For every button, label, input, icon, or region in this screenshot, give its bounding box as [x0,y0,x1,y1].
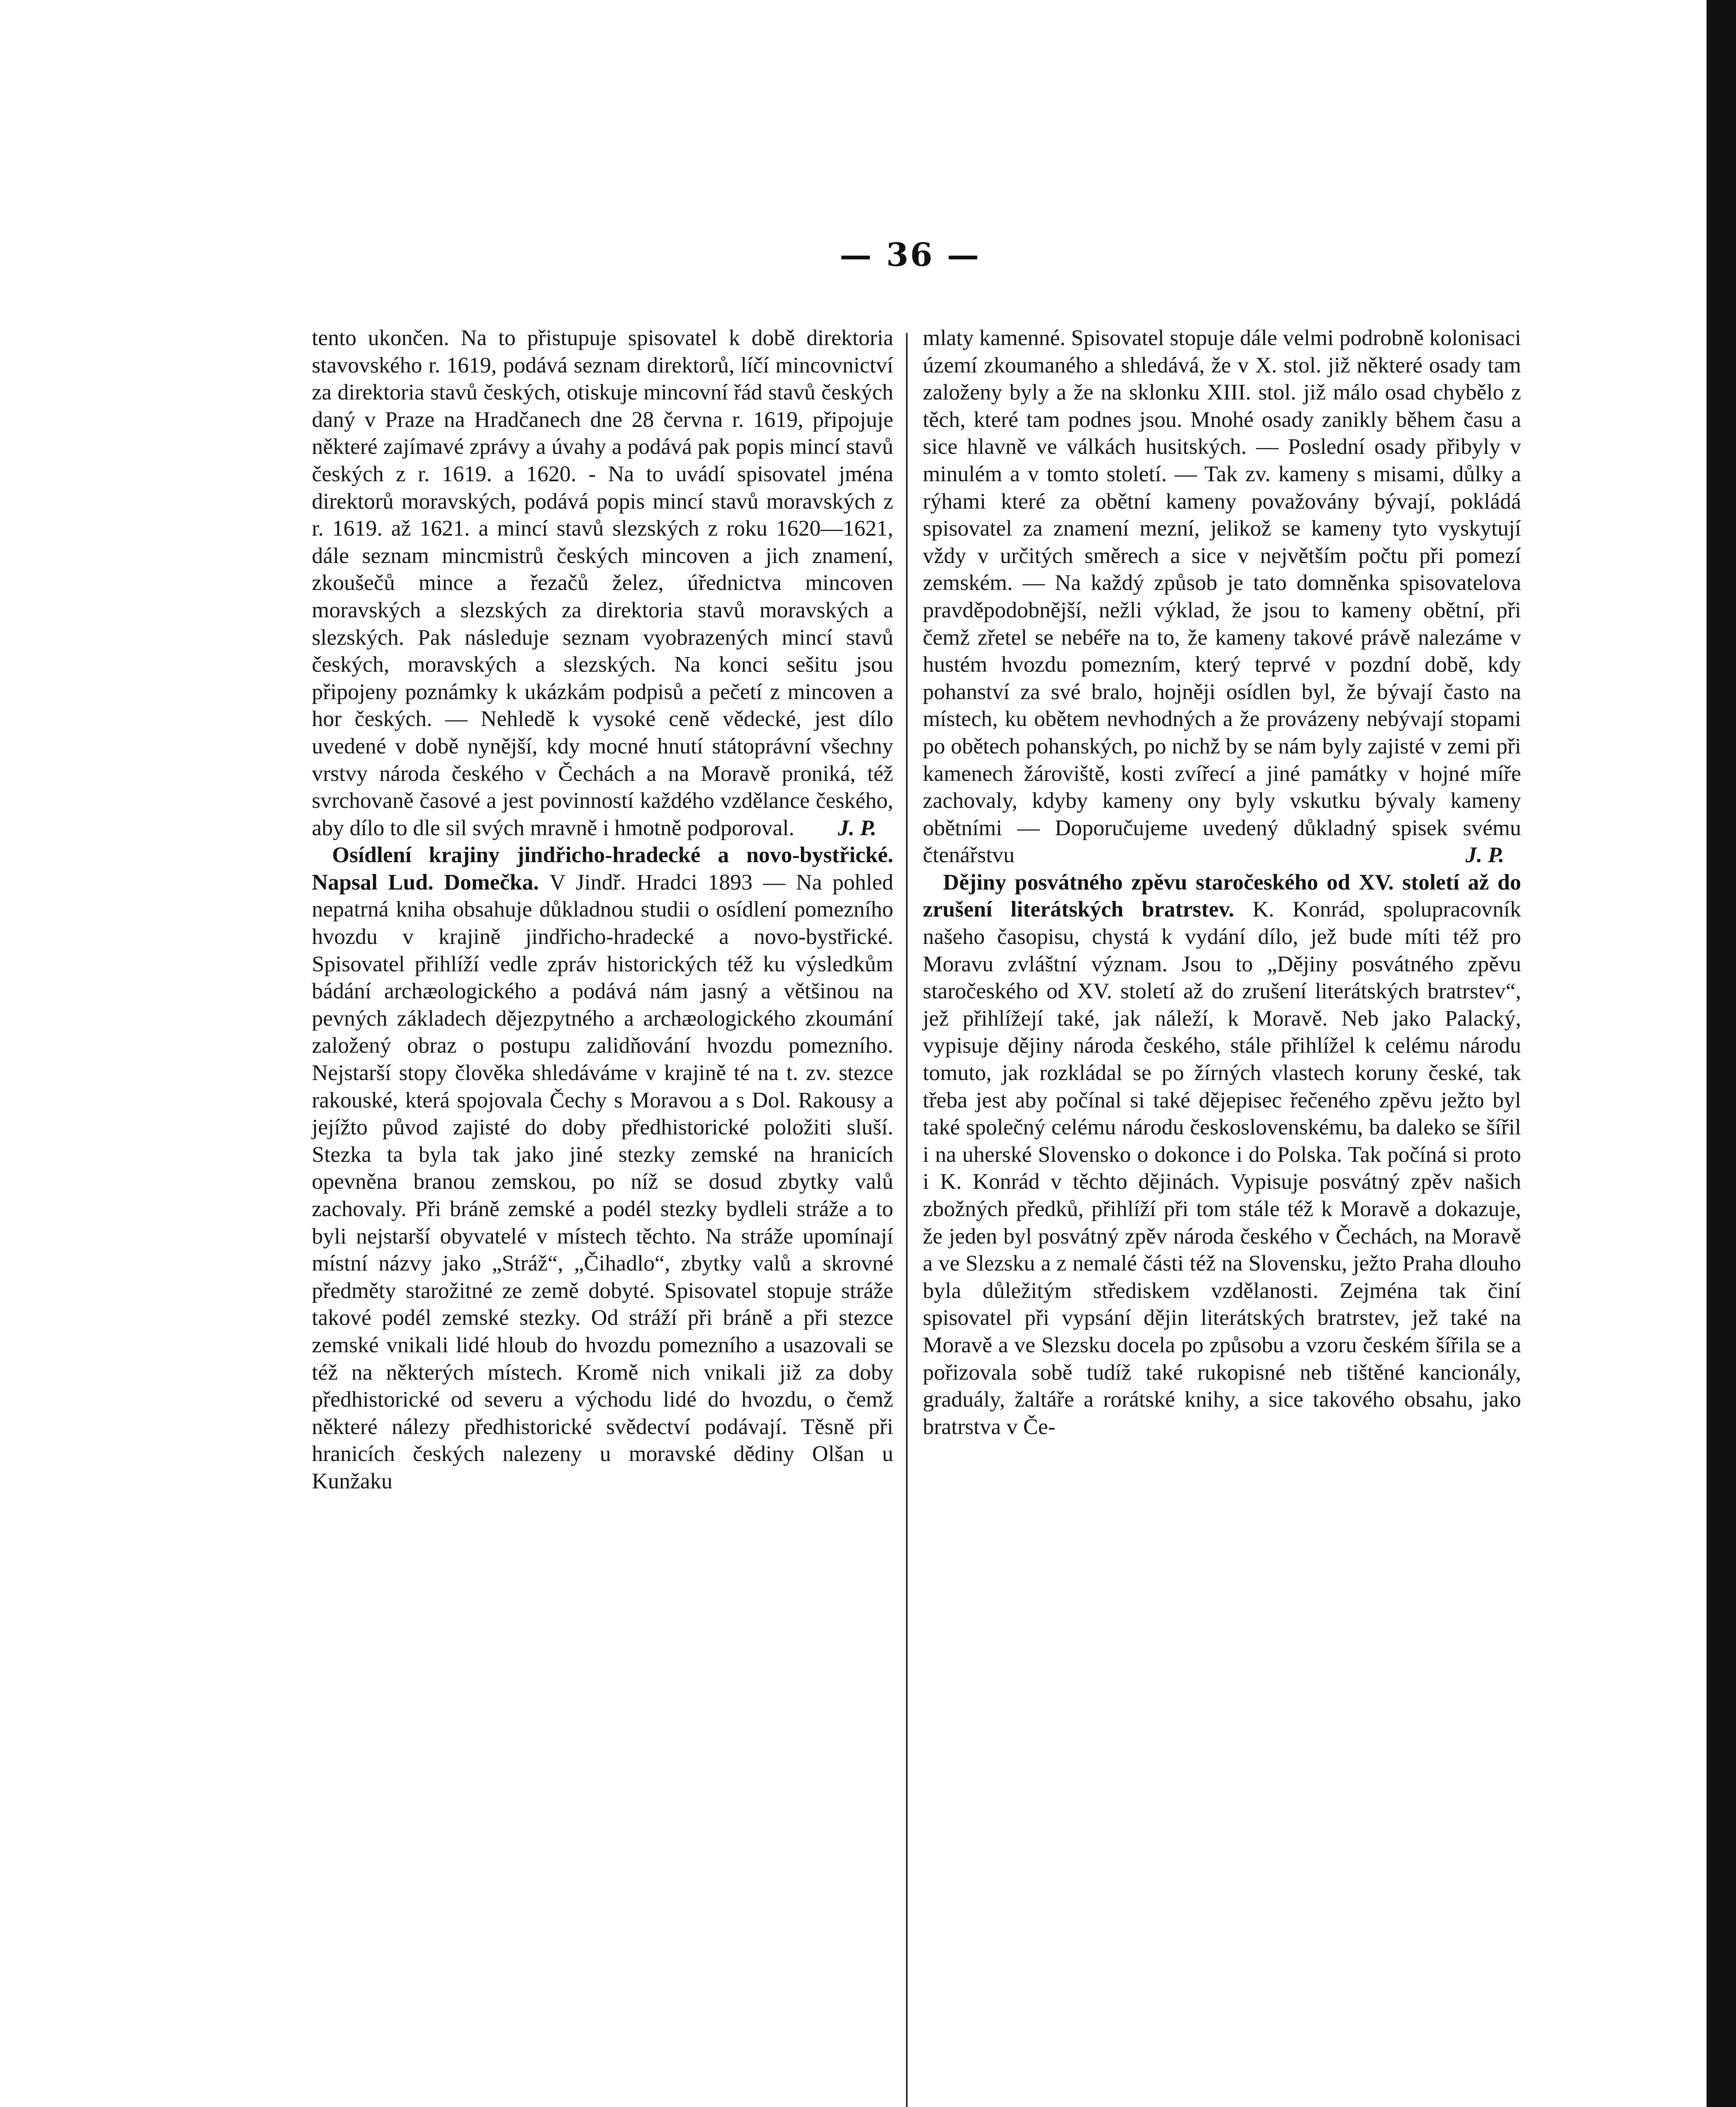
left-paragraph-2-text: V Jindř. Hradci 1893 — Na pohled nepatrná kniha obsahuje důkladnou studii o osídlení pomezního hvozdu v krajině jindřicho-hradecké a novo-bystřické. Spisovatel přihlíží vedle zpráv historických též ku výsledkům bádání archæologického a podává nám jasný a většinou na pevných základech dějezpytného a archæologického zkoumání založený obraz o postupu zalidňování hvozdu pomezního. Nejstarší stopy člověka shledáváme v krajině té na t. zv. stezce rakouské, která spojovala Čechy s Moravou a s Dol. Rakousy a jejížto původ zajisté do doby předhistorické položiti sluší. Stezka ta byla tak jako jiné stezky zemské na hranicích opevněna branou zemskou, po níž se dosud zbytky valů zachovaly. Při bráně zemské a podél stezky bydleli stráže a to byli nejstarší obyvatelé v místech těchto. Na stráže upomínají místní názvy jako „Stráž“, „Čihadlo“, zbytky valů a skrovné předměty starožitné ze země dobyté. Spisovatel stopuje stráže takové podél zemské stezky. Od stráží při bráně a při stezce zemské vnikali lidé hloub do hvozdu pomezního a usazovali se též na některých místech. Kromě nich vnikali již za doby předhistorické od severu a východu lidé do hvozdu, o čemž některé nálezy předhistorické svědectví podávají. Těsně při hranicích českých nalezeny u moravské dědiny Olšan u Kunžaku [312,870,893,1493]
left-column [312,324,893,1495]
right-signature: J. P. [1465,843,1504,868]
column-divider [906,333,908,2107]
right-paragraph-1-text: mlaty kamenné. Spisovatel stopuje dále velmi podrobně kolonisaci území zkoumaného a shledává, že v X. stol. již některé osady tam založeny byly a že na sklonku XIII. stol. již málo osad chybělo z těch, které tam podnes jsou. Mnohé osady zanikly během času a sice hlavně ve válkách husitských. — Poslední osady přibyly v minulém a v tomto století. — Tak zv. kameny s misami, důlky a rýhami které za obětní kameny považovány bývají, pokládá spisovatel za znamení mezní, jelikož se kameny tyto vyskytují vždy v určitých směrech a sice v největším počtu při pomezí zemském. — Na každý způsob je tato domněnka spisovatelova pravděpodobnější, nežli výklad, že jsou to kameny obětní, při čemž zřetel se nebéře na to, že kameny takové právě nalezáme v hustém hvozdu pomezním, který teprvé v pozdní době, kdy pohanství za své bralo, hojněji osídlen byl, že bývají často na místech, ku obětem nevhodných a že provázeny nebývají stopami po obětech pohanských, po nichž by se nám byly zajisté v zemi při kamenech žároviště, kosti zvířecí a jiné památky v hojné míře zachovaly, kdyby kameny ony byly vskutku bývaly kameny obětními — Doporučujeme uvedený důkladný spisek svému čtenářstvu [923,326,1521,868]
left-review-heading: Osídlení krajiny jindřicho-hradecké a novo-bystřické. Napsal Lud. Domečka. [312,843,893,895]
left-paragraph-2 [312,842,893,1495]
right-column [923,324,1521,1440]
right-review-heading: Dějiny posvátného zpěvu staročeského od XV. století až do zrušení literátských bratrstev. [923,870,1521,922]
scan-edge-right [1707,0,1736,2107]
left-signature: J. P. [838,815,876,840]
left-paragraph-1-text: tento ukončen. Na to přistupuje spisovatel k době direktoria stavovského r. 1619, podává seznam direktorů, líčí mincovnictví za direktoria stavů českých, otiskuje mincovní řád stavů českých daný v Praze na Hradčanech dne 28 června r. 1619, připojuje některé zajímavé zprávy a úvahy a podává pak popis mincí stavů českých z r. 1619. a 1620. - Na to uvádí spisovatel jména direktorů moravských, podává popis mincí stavů moravských z r. 1619. až 1621. a mincí stavů slezských z roku 1620—1621, dále seznam mincmistrů českých mincoven a jich znamení, zkoušečů mince a řezačů želez, úřednictva mincoven moravských a slezských za direktoria stavů moravských a slezských. Pak následuje seznam vyobrazených mincí stavů českých, moravských a slezských. Na konci sešitu jsou připojeny poznámky k ukázkám podpisů a pečetí z mincoven a hor českých. — Nehledě k vysoké ceně vědecké, jest dílo uvedené v době nynější, kdy mocné hnutí státoprávní všechny vrstvy národa českého v Čechách a na Moravě proniká, též svrchovaně časové a jest povinností každého vzdělance českého, aby dílo to dle sil svých mravně i hmotně podporoval. [312,326,893,840]
right-paragraph-2-text: K. Konrád, spolupracovník našeho časopisu, chystá k vydání dílo, jež bude míti též pro Moravu zvláštní význam. Jsou to „Dějiny posvátného zpěvu staročeského od XV. století až do zrušení literátských bratrstev“, jež přihlížejí také, jak náleží, k Moravě. Neb jako Palacký, vypisuje dějiny národa českého, stále přihlížel k celému národu tomuto, jak rozkládal se po žírných vlastech koruny české, tak třeba jest aby počínal si také dějepisec řečeného zpěvu ježto byl také společný celému národu československému, ba daleko se šířil i na uherské Slovensko o dokonce i do Polska. Tak počíná si proto i K. Konrád v těchto dějinách. Vypisuje posvátný zpěv našich zbožných předků, přihlíží při tom stále též k Moravě a dokazuje, že jeden byl posvátný zpěv národa českého v Čechách, na Moravě a ve Slezsku a z nemalé části též na Slovensku, ježto Praha dlouho byla důležitým střediskem vzdělanosti. Zejména tak činí spisovatel při vypsání dějin literátských bratrstev, jež také na Moravě a ve Slezsku docela po způsobu a vzoru českém šířila se a pořizovala sobě tudíž také rukopisné neb tištěné kancionály, graduály, žaltáře a rorátské knihy, a sice takového obsahu, jako bratrstva v Če- [923,897,1521,1439]
page-number: — 36 — [839,236,981,273]
right-paragraph-1 [923,324,1521,869]
right-paragraph-2 [923,869,1521,1440]
left-paragraph-1 [312,324,893,842]
